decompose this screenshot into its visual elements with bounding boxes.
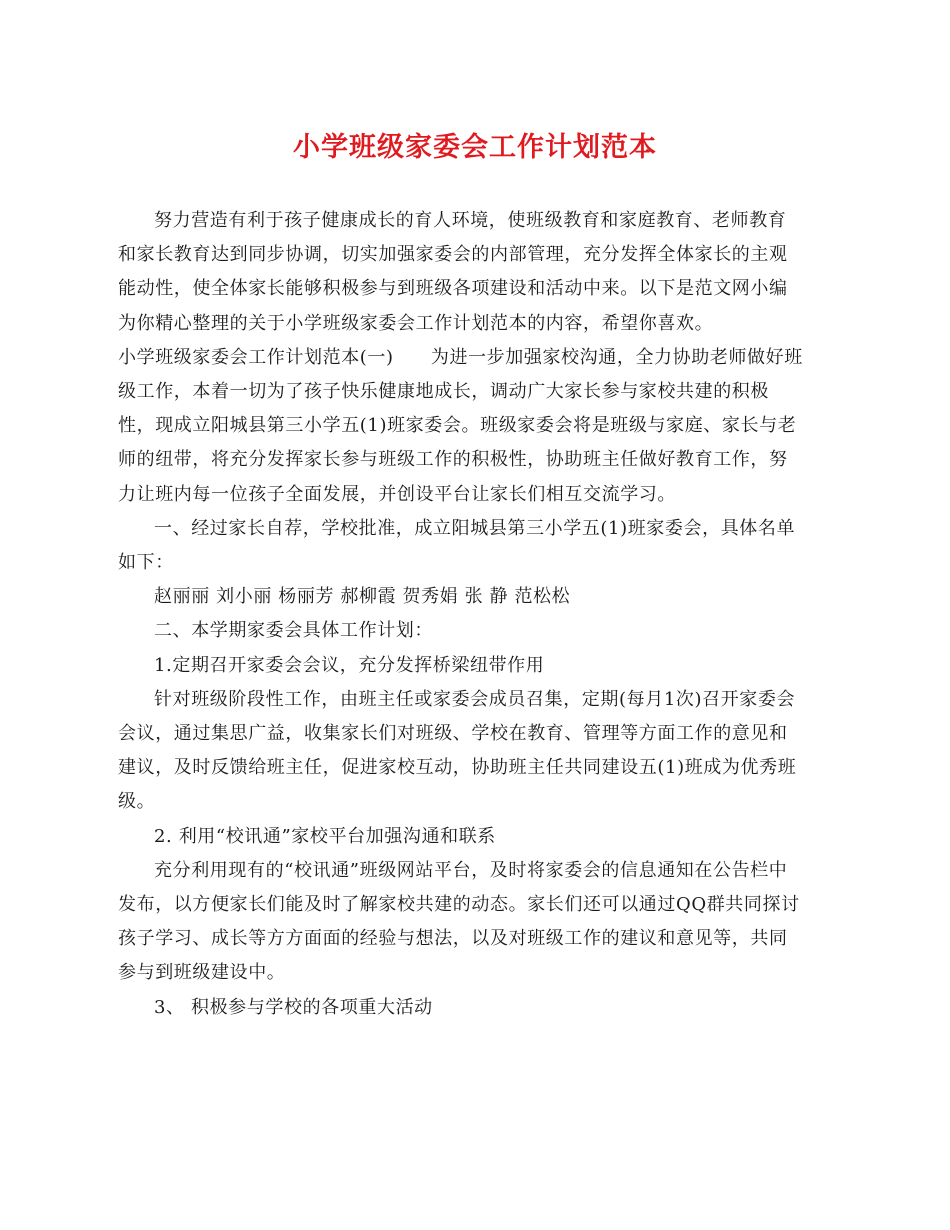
document-title: 小学班级家委会工作计划范本 [293,132,657,163]
paragraph-plan-one: 小学班级家委会工作计划范本(一) 为进一步加强家校沟通，全力协助老师做好班级工作，本着一切为了孩子快乐健康地成长，调动广大家长参与家校共建的积极性，现成立阳城县第三小学五(1)班家委会。班级家委会将是班级与家庭、家长与老师的纽带，将充分发挥家长参与班级工作的积极性，协助班主任做好教育工作，努力让班内每一位孩子全面发展，并创设平台让家长们相互交流学习。 [118,346,803,505]
paragraph-item-one-heading: 1.定期召开家委会会议，充分发挥桥梁纽带作用 [154,654,545,676]
paragraph-section-one: 一、经过家长自荐，学校批准，成立阳城县第三小学五(1)班家委会，具体名单如下： [118,517,796,574]
paragraph-section-two: 二、本学期家委会具体工作计划： [154,620,433,642]
paragraph-item-one-body: 针对班级阶段性工作，由班主任或家委会成员召集，定期(每月1次)召开家委会会议，通过集思广益，收集家长们对班级、学校在教育、管理等方面工作的意见和建议，及时反馈给班主任，促进家校互动，协助班主任共同建设五(1)班成为优秀班级。 [118,688,797,813]
paragraph-item-three-heading: 3、 积极参与学校的各项重大活动 [154,996,433,1018]
paragraph-intro: 努力营造有利于孩子健康成长的育人环境，使班级教育和家庭教育、老师教育和家长教育达到同步协调，切实加强家委会的内部管理，充分发挥全体家长的主观能动性，使全体家长能够积极参与到班级各项建设和活动中来。以下是范文网小编为你精心整理的关于小学班级家委会工作计划范本的内容，希望你喜欢。 [118,210,788,334]
paragraph-member-list: 赵丽丽 刘小丽 杨丽芳 郝柳霞 贺秀娟 张 静 范松松 [154,586,571,608]
paragraph-item-two-body: 充分利用现有的“校讯通”班级网站平台，及时将家委会的信息通知在公告栏中发布，以方便家长们能及时了解家校共建的动态。家长们还可以通过QQ群共同探讨孩子学习、成长等方方面面的经验与想法，以及对班级工作的建议和意见等，共同参与到班级建设中。 [118,859,800,984]
paragraph-item-two-heading: 2. 利用“校讯通”家校平台加强沟通和联系 [154,825,496,847]
document-body [118,204,804,1025]
